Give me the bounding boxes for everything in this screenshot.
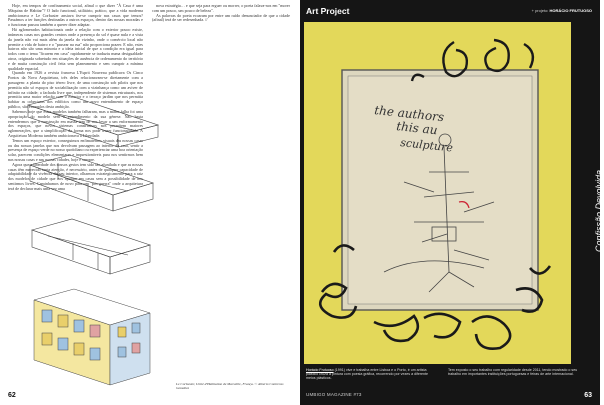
article-paragraph: As palavras do poeta ecoaram por entre um ruído denunciador de que a cidade (afinal) terá de ser redesenhada. //	[152, 12, 290, 23]
magazine-issue: UMBIGO MAGAZINE #73	[306, 392, 362, 397]
artwork-handwriting-3: sculpture	[399, 136, 454, 155]
article-paragraph: Hoje, em tempos de confinamento social, afinal o que dizer "À Casa é uma Máquina de Habitar"? O lado funcional, utilitário, prático, que a vida moderna ambicionava e Le Corbusier ansiava fez-se cumprir nas casas que temos? Passámos a ter funções destinadas a outros espaços, dentro das nossas moradas e o funcionar passou também a querer dizer adaptar.	[8, 3, 143, 28]
article-paragraph: Quando em 1926 a revista francesa L'Esprit Nouveau publicava Os Cinco Pontos da Nova Arquitetura, três deles relacionavam-se diretamente com a passagem: a planta do piso térreo livre, de uma construção sob pilotis que nos permitia não só espaços de sociabilização com a vizinhança como um aviver de infinito na cidade; a fachada livre que, independente de sistemas estruturais, nos permitia uma maior relação com o exterior e o terraço jardim que nos permitia habitar as coberturas dos edifícios como um novo entendimento de espaço público, são exemplos desta ambição.	[8, 70, 143, 110]
article-paragraph: Sabemos hoje que estes modelos também falharam, mas a maior falha foi uma apropriação do modelo sem o entendimento da sua génese. Não basta entendermos que a construção em massa tem de nos levar a um enformamento dos espaços, que novos sistemas construtivos nos permitem maiores aglomerações, que a simplificação da forma nos pode trazer funcionalidade. A Arquitetura Moderna também ambicionava a Liberdade.	[8, 108, 143, 138]
artist-bio-text: (1991) vive e trabalha entre Lisboa e o Porto, é um artista plástico cruza a pintura com poesia gráfica, recorrendo por vezes a diferente meios plásticos.	[306, 368, 429, 381]
artwork-handwriting-2: this au	[395, 119, 439, 138]
artist-name-link[interactable]: Horácio Frutuoso	[306, 368, 334, 372]
left-page	[0, 0, 300, 405]
byline-prefix: + projeto:	[531, 8, 549, 13]
vertical-artwork-title: Confissão Devolvida	[594, 170, 604, 253]
artist-bio-left	[306, 368, 436, 381]
project-byline	[532, 8, 592, 13]
artwork-handwriting-1: the authors	[373, 103, 445, 125]
image-caption: Le Corbusier, Unité d'Habitation de Marseille, França. © Alberto Contreras González	[176, 382, 284, 391]
page-number: 62	[8, 392, 16, 399]
artwork-drawing	[304, 22, 571, 364]
left-article-column-2	[152, 4, 290, 23]
artist-name: HORÁCIO FRUTUOSO	[549, 8, 592, 13]
section-title: Art Project	[306, 6, 350, 16]
artist-bio-right: Tem exposto o seu trabalho com regularidade desde 2011, tendo mostrado o seu trabalho em importantes instituições portuguesas e feiras de arte internacional.	[448, 368, 578, 377]
article-paragraph: Agora que a liberdade dos nossos gestos tem sido tão afunilada e que as nossas casas têm merecido tanta atenção, é necessário, antes de qualquer capacidade de adaptabilidade da vivência do seu interior, olharmos estrategicamente para a raiz dos modelos de cidade que nos apoiam em casas sem a possibilidade de nos sentirmos livres. Caminhamos de novo para um "pós-guerra" onde a arquitetura terá de declarar mais uma vez uma	[8, 161, 143, 191]
article-paragraph: nova estratégia… e que seja para erguer ou morrer, o poeta falava-nos em "morer com um pouco, um pouco de beleza".	[152, 3, 290, 13]
page-number: 63	[584, 392, 592, 399]
article-paragraph: Temos um espaço exterior, conseguimos enfimaternos visuais das nossas casas ou das nossas janelas que nos devolvam passagem ao interior da casa, sentir a presença de espaço verde no nosso quotidiano ou experienciar uma boa orientação solar, parecem condições elementares e inquestionáveis para nos sentirmos bem nas nossas casas e nas nossas cidades, hoje e sempre.	[8, 137, 143, 162]
right-page	[300, 0, 604, 405]
unite-habitation-axonometric-drawing	[18, 95, 170, 385]
artwork-image	[304, 22, 571, 364]
article-paragraph: Há aglomerados habitacionais onde a relação com o exterior pouco existe, inúmeras casas nos grandes centros onde a presença do sol é quase nula e a vista da janela não vai mais além da janela do vizinho, onde o comércio local não permite a vida de bairro e o "passear na rua" não proporciona prazer. E não, estes bairros não são uma minoria e a ideia inicial de que a condição era igual para todos com o tema "ficarem em casa" rapidamente se traduziu numa desigualdade atroz, originada sobretudo em situações de ausência de ordenamento do território e de muita construção civil feita sem planeamento e sem cumprir a mínima qualidade espacial.	[8, 27, 143, 71]
